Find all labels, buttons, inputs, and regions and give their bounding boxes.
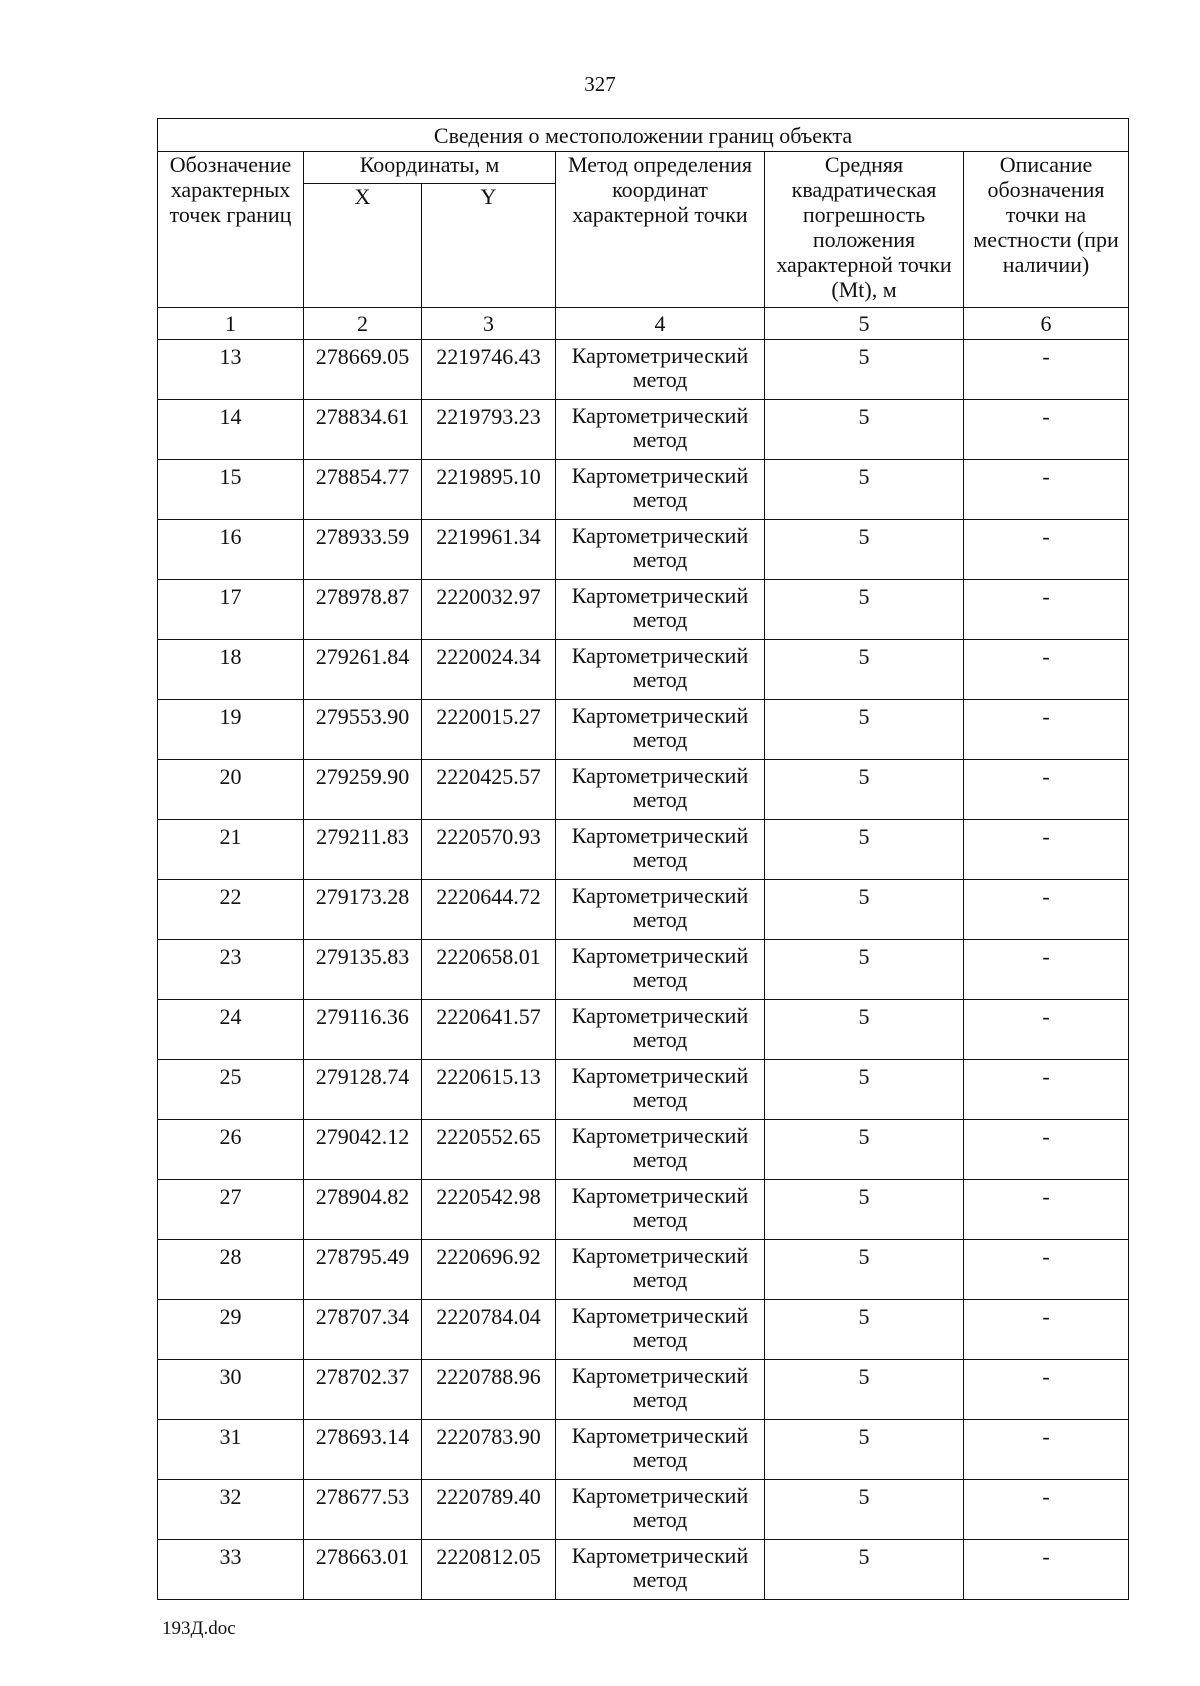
cell-y: 2220015.27 <box>422 700 556 760</box>
header-error: Средняя квадратическая погрешность положения характерной точки (Mt), м <box>765 152 964 308</box>
cell-x: 279553.90 <box>304 700 422 760</box>
cell-point: 29 <box>158 1300 304 1360</box>
cell-y: 2220425.57 <box>422 760 556 820</box>
table-row <box>158 1300 1129 1360</box>
cell-error: 5 <box>765 1540 964 1600</box>
cell-description: - <box>964 940 1129 1000</box>
header-x: X <box>304 184 422 308</box>
cell-point: 13 <box>158 340 304 400</box>
cell-method: Картометрический метод <box>556 1180 765 1240</box>
cell-y: 2220783.90 <box>422 1420 556 1480</box>
cell-point: 27 <box>158 1180 304 1240</box>
cell-point: 16 <box>158 520 304 580</box>
table-row <box>158 520 1129 580</box>
cell-y: 2220644.72 <box>422 880 556 940</box>
table-row <box>158 940 1129 1000</box>
cell-description: - <box>964 580 1129 640</box>
cell-error: 5 <box>765 520 964 580</box>
cell-x: 279116.36 <box>304 1000 422 1060</box>
column-number: 1 <box>158 308 304 340</box>
cell-method: Картометрический метод <box>556 580 765 640</box>
cell-x: 278669.05 <box>304 340 422 400</box>
cell-point: 14 <box>158 400 304 460</box>
cell-description: - <box>964 1540 1129 1600</box>
cell-x: 278978.87 <box>304 580 422 640</box>
cell-method: Картометрический метод <box>556 1300 765 1360</box>
cell-method: Картометрический метод <box>556 1420 765 1480</box>
cell-description: - <box>964 400 1129 460</box>
cell-error: 5 <box>765 400 964 460</box>
table-row <box>158 1240 1129 1300</box>
column-number: 5 <box>765 308 964 340</box>
cell-point: 19 <box>158 700 304 760</box>
cell-error: 5 <box>765 1060 964 1120</box>
table-row <box>158 700 1129 760</box>
table-row <box>158 1480 1129 1540</box>
cell-description: - <box>964 1360 1129 1420</box>
cell-error: 5 <box>765 820 964 880</box>
cell-error: 5 <box>765 940 964 1000</box>
cell-point: 22 <box>158 880 304 940</box>
cell-point: 30 <box>158 1360 304 1420</box>
table-row <box>158 1180 1129 1240</box>
cell-error: 5 <box>765 1120 964 1180</box>
cell-description: - <box>964 820 1129 880</box>
header-coordinates: Координаты, м <box>304 152 556 184</box>
cell-description: - <box>964 1480 1129 1540</box>
cell-y: 2219793.23 <box>422 400 556 460</box>
cell-method: Картометрический метод <box>556 1480 765 1540</box>
cell-error: 5 <box>765 1000 964 1060</box>
cell-method: Картометрический метод <box>556 880 765 940</box>
cell-error: 5 <box>765 340 964 400</box>
cell-error: 5 <box>765 880 964 940</box>
header-description: Описание обозначения точки на местности (при наличии) <box>964 152 1129 308</box>
table-row <box>158 760 1129 820</box>
cell-method: Картометрический метод <box>556 700 765 760</box>
cell-point: 17 <box>158 580 304 640</box>
cell-error: 5 <box>765 1300 964 1360</box>
table-row <box>158 1060 1129 1120</box>
cell-description: - <box>964 1240 1129 1300</box>
cell-method: Картометрический метод <box>556 1120 765 1180</box>
column-number: 6 <box>964 308 1129 340</box>
cell-method: Картометрический метод <box>556 1060 765 1120</box>
cell-y: 2220789.40 <box>422 1480 556 1540</box>
cell-error: 5 <box>765 760 964 820</box>
table-row <box>158 820 1129 880</box>
cell-method: Картометрический метод <box>556 520 765 580</box>
cell-point: 15 <box>158 460 304 520</box>
cell-error: 5 <box>765 1180 964 1240</box>
cell-method: Картометрический метод <box>556 760 765 820</box>
cell-x: 279211.83 <box>304 820 422 880</box>
cell-y: 2220570.93 <box>422 820 556 880</box>
column-number-row <box>158 308 1129 340</box>
cell-description: - <box>964 700 1129 760</box>
cell-y: 2220024.34 <box>422 640 556 700</box>
cell-y: 2220641.57 <box>422 1000 556 1060</box>
cell-y: 2220788.96 <box>422 1360 556 1420</box>
cell-description: - <box>964 520 1129 580</box>
cell-point: 23 <box>158 940 304 1000</box>
cell-y: 2220615.13 <box>422 1060 556 1120</box>
cell-description: - <box>964 1060 1129 1120</box>
table-row <box>158 1000 1129 1060</box>
cell-point: 31 <box>158 1420 304 1480</box>
cell-x: 279128.74 <box>304 1060 422 1120</box>
cell-x: 279173.28 <box>304 880 422 940</box>
table-row <box>158 580 1129 640</box>
page-number: 327 <box>584 72 616 96</box>
table-row <box>158 460 1129 520</box>
cell-point: 28 <box>158 1240 304 1300</box>
cell-description: - <box>964 1180 1129 1240</box>
cell-y: 2220542.98 <box>422 1180 556 1240</box>
cell-y: 2220696.92 <box>422 1240 556 1300</box>
cell-x: 279042.12 <box>304 1120 422 1180</box>
footer-file-name: 193Д.doc <box>162 1618 236 1639</box>
cell-point: 33 <box>158 1540 304 1600</box>
cell-error: 5 <box>765 1420 964 1480</box>
cell-description: - <box>964 1300 1129 1360</box>
cell-error: 5 <box>765 1360 964 1420</box>
cell-point: 26 <box>158 1120 304 1180</box>
boundary-coordinates-table <box>157 118 1129 1600</box>
column-number: 4 <box>556 308 765 340</box>
column-number: 2 <box>304 308 422 340</box>
cell-method: Картометрический метод <box>556 460 765 520</box>
cell-description: - <box>964 760 1129 820</box>
cell-error: 5 <box>765 460 964 520</box>
cell-y: 2220552.65 <box>422 1120 556 1180</box>
cell-point: 32 <box>158 1480 304 1540</box>
cell-y: 2219895.10 <box>422 460 556 520</box>
table-row <box>158 1120 1129 1180</box>
cell-y: 2220812.05 <box>422 1540 556 1600</box>
cell-error: 5 <box>765 1240 964 1300</box>
cell-description: - <box>964 640 1129 700</box>
cell-method: Картометрический метод <box>556 400 765 460</box>
cell-y: 2220784.04 <box>422 1300 556 1360</box>
header-designation: Обозначение характерных точек границ <box>158 152 304 308</box>
cell-x: 278707.34 <box>304 1300 422 1360</box>
header-y: Y <box>422 184 556 308</box>
cell-method: Картометрический метод <box>556 820 765 880</box>
cell-x: 278834.61 <box>304 400 422 460</box>
cell-x: 278904.82 <box>304 1180 422 1240</box>
column-number: 3 <box>422 308 556 340</box>
cell-description: - <box>964 1420 1129 1480</box>
cell-x: 279135.83 <box>304 940 422 1000</box>
cell-x: 278702.37 <box>304 1360 422 1420</box>
cell-description: - <box>964 1120 1129 1180</box>
cell-description: - <box>964 460 1129 520</box>
header-method: Метод определения координат характерной точки <box>556 152 765 308</box>
cell-method: Картометрический метод <box>556 340 765 400</box>
cell-x: 279259.90 <box>304 760 422 820</box>
cell-y: 2220658.01 <box>422 940 556 1000</box>
table-row <box>158 400 1129 460</box>
table-row <box>158 880 1129 940</box>
cell-y: 2220032.97 <box>422 580 556 640</box>
cell-error: 5 <box>765 700 964 760</box>
cell-x: 278933.59 <box>304 520 422 580</box>
cell-method: Картометрический метод <box>556 1540 765 1600</box>
table-row <box>158 1540 1129 1600</box>
table-caption: Сведения о местоположении границ объекта <box>158 119 1129 152</box>
table-row <box>158 640 1129 700</box>
cell-description: - <box>964 880 1129 940</box>
table-row <box>158 1420 1129 1480</box>
cell-point: 18 <box>158 640 304 700</box>
cell-x: 278663.01 <box>304 1540 422 1600</box>
table-row <box>158 1360 1129 1420</box>
cell-description: - <box>964 340 1129 400</box>
cell-method: Картометрический метод <box>556 1000 765 1060</box>
cell-method: Картометрический метод <box>556 1240 765 1300</box>
cell-error: 5 <box>765 580 964 640</box>
cell-x: 279261.84 <box>304 640 422 700</box>
table-row <box>158 340 1129 400</box>
cell-x: 278693.14 <box>304 1420 422 1480</box>
cell-y: 2219746.43 <box>422 340 556 400</box>
cell-method: Картометрический метод <box>556 1360 765 1420</box>
cell-x: 278677.53 <box>304 1480 422 1540</box>
cell-method: Картометрический метод <box>556 640 765 700</box>
cell-method: Картометрический метод <box>556 940 765 1000</box>
cell-description: - <box>964 1000 1129 1060</box>
cell-point: 25 <box>158 1060 304 1120</box>
cell-point: 24 <box>158 1000 304 1060</box>
cell-error: 5 <box>765 640 964 700</box>
cell-x: 278795.49 <box>304 1240 422 1300</box>
cell-x: 278854.77 <box>304 460 422 520</box>
cell-point: 21 <box>158 820 304 880</box>
cell-error: 5 <box>765 1480 964 1540</box>
cell-y: 2219961.34 <box>422 520 556 580</box>
cell-point: 20 <box>158 760 304 820</box>
